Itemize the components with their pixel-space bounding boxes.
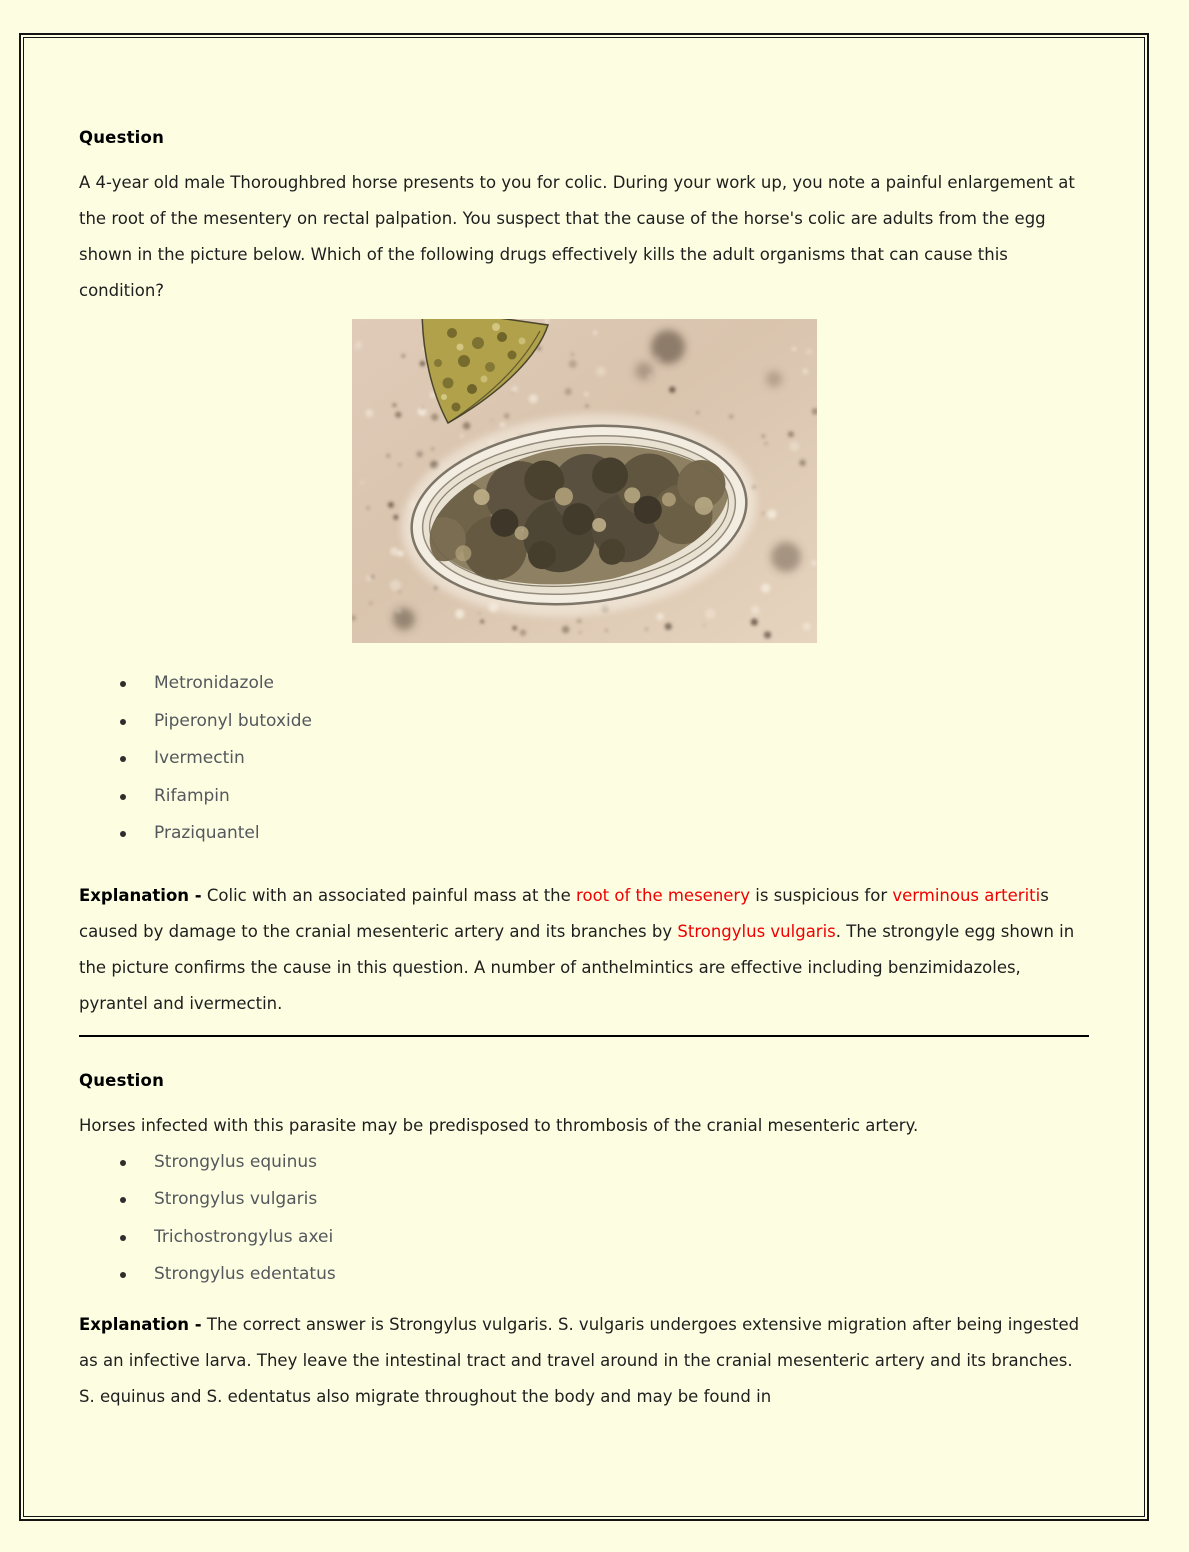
explanation-2-text: The correct answer is Strongylus vulgaris. S. vulgaris undergoes extensive migration after being ingested as an infective larva. They leave the intestinal tract and travel around in the cranial mesenteric artery and its branches. S. equinus and S. edentatus also migrate throughout the body and may be found in [79, 1314, 1080, 1406]
question-2-text: Horses infected with this parasite may be predisposed to thrombosis of the cranial mesenteric artery. [79, 1115, 919, 1135]
explanation-2-label: Explanation - [79, 1314, 202, 1334]
explanation-1 [79, 878, 1089, 1022]
document-page [23, 37, 1145, 1517]
option-item: Piperonyl butoxide [79, 703, 1089, 741]
question-2-section [79, 1071, 1089, 1415]
option-item: Metronidazole [79, 665, 1089, 703]
question-2-heading: Question [79, 1070, 165, 1090]
document-content [24, 38, 1144, 1415]
question-1-options [79, 665, 1089, 853]
question-1-heading: Question [79, 128, 165, 147]
strongyle-egg-micrograph-image [352, 319, 817, 643]
question-1-section [79, 128, 1089, 1022]
option-item: Strongylus equinus [79, 1144, 1089, 1182]
question-2-options [79, 1144, 1089, 1294]
section-divider [79, 1035, 1089, 1037]
explanation-2 [79, 1307, 1089, 1415]
option-item: Strongylus edentatus [79, 1256, 1089, 1294]
option-item: Ivermectin [79, 740, 1089, 778]
option-item: Rifampin [79, 778, 1089, 816]
explanation-1-label: Explanation - [79, 885, 202, 905]
option-item: Praziquantel [79, 815, 1089, 853]
document-border [19, 33, 1149, 1521]
option-item: Trichostrongylus axei [79, 1219, 1089, 1257]
explanation-1-text: Colic with an associated painful mass at the root of the mesenery is suspicious for verminous arteritis caused by damage to the cranial mesenteric artery and its branches by Strongylus vulgaris. The strongyle egg shown in the picture confirms the cause in this question. A number of anthelmintics are effective including benzimidazoles, pyrantel and ivermectin. [79, 885, 1075, 1013]
question-1-text: A 4-year old male Thoroughbred horse presents to you for colic. During your work up, you note a painful enlargement at the root of the mesentery on rectal palpation. You suspect that the cause of the horse's colic are adults from the egg shown in the picture below. Which of the following drugs effectively kills the adult organisms that can cause this condition? [79, 173, 1075, 300]
option-item: Strongylus vulgaris [79, 1181, 1089, 1219]
